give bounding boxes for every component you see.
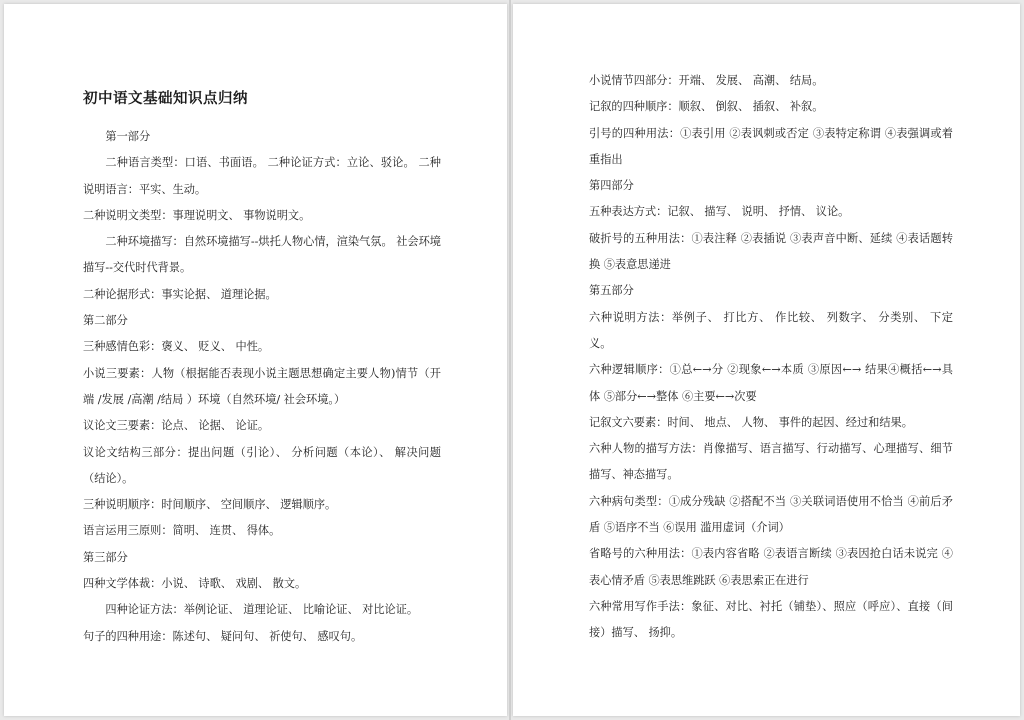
paragraph: 三种说明顺序：时间顺序、 空间顺序、 逻辑顺序。 (83, 498, 337, 512)
paragraph: 六种逻辑顺序：①总←→分 ②现象←→本质 ③原因←→ 结果④概括←→具体 ⑤部分←→整体 ⑥主要←→次要 (589, 363, 953, 403)
paragraph: 六种常用写作手法：象征、对比、衬托（铺垫）、照应（呼应）、直接（间接）描写、 扬抑。 (589, 599, 953, 640)
paragraph: 引号的四种用法：①表引用 ②表讽刺或否定 ③表特定称谓 ④表强调或着重指出 (589, 126, 953, 166)
paragraph: 句子的四种用途：陈述句、 疑问句、 祈使句、 感叹句。 (83, 629, 363, 643)
paragraph: 第一部分 (105, 130, 151, 143)
paragraph: 四种文学体裁：小说、 诗歌、 戏剧、 散文。 (83, 577, 307, 591)
right-page-content (589, 68, 953, 647)
paragraph: 破折号的五种用法：①表注释 ②表插说 ③表声音中断、延续 ④表话题转换 ⑤表意思递进 (589, 231, 953, 272)
paragraph: 议论文结构三部分：提出问题（引论）、 分析问题（本论）、 解决问题（结论）。 (83, 445, 441, 485)
paragraph: 三种感情色彩：褒义、 贬义、 中性。 (83, 340, 270, 354)
paragraph: 二种环境描写：自然环境描写--烘托人物心情，渲染气氛。 社会环境描写--交代时代背景。 (83, 235, 441, 275)
paragraph: 五种表达方式：记叙、 描写、 说明、 抒情、 议论。 (589, 205, 850, 219)
paragraph: 四种论证方法：举例论证、 道理论证、 比喻论证、 对比论证。 (105, 603, 419, 617)
paragraph: 二种说明文类型：事理说明文、 事物说明文。 (83, 208, 311, 222)
paragraph: 小说情节四部分：开端、 发展、 高潮、 结局。 (589, 74, 824, 87)
left-page-body (83, 124, 441, 650)
paragraph: 六种人物的描写方法：肖像描写、语言描写、行动描写、心理描写、细节描写、神态描写。 (589, 442, 953, 482)
paragraph: 第四部分 (589, 179, 634, 193)
paragraph: 小说三要素：人物（根据能否表现小说主题思想确定主要人物)情节（开端 /发展 /高潮 /结局 ）环境（自然环境/ 社会环境。） (83, 366, 441, 406)
paragraph: 六种病句类型：①成分残缺 ②搭配不当 ③关联词语使用不恰当 ④前后矛盾 ⑤语序不当 ⑥误用 滥用虚词（介词） (589, 494, 953, 535)
left-page (4, 4, 507, 716)
page-gutter (509, 0, 511, 720)
right-page-body (589, 68, 953, 647)
paragraph: 二种论据形式：事实论据、 道理论据。 (83, 287, 277, 301)
paragraph: 六种说明方法：举例子、 打比方、 作比较、 列数字、 分类别、 下定义。 (589, 310, 953, 350)
paragraph: 第二部分 (83, 314, 128, 328)
document-title: 初中语文基础知识点归纳 (83, 91, 248, 107)
paragraph: 语言运用三原则：简明、 连贯、 得体。 (83, 524, 281, 538)
right-page (513, 4, 1020, 716)
paragraph: 议论文三要素：论点、 论据、 论证。 (83, 419, 270, 433)
paragraph: 二种语言类型：口语、书面语。 二种论证方式：立论、驳论。 二种说明语言：平实、生动。 (83, 156, 441, 196)
paragraph: 记叙的四种顺序：顺叙、 倒叙、 插叙、 补叙。 (589, 100, 824, 114)
paragraph: 省略号的六种用法：①表内容省略 ②表语言断续 ③表因抢白话未说完 ④表心情矛盾 ⑤表思维跳跃 ⑥表思索正在进行 (589, 547, 953, 587)
left-page-content (83, 88, 441, 650)
paragraph: 第三部分 (83, 550, 128, 564)
paragraph: 记叙文六要素：时间、 地点、 人物、 事件的起因、经过和结果。 (589, 415, 913, 429)
paragraph: 第五部分 (589, 284, 634, 298)
